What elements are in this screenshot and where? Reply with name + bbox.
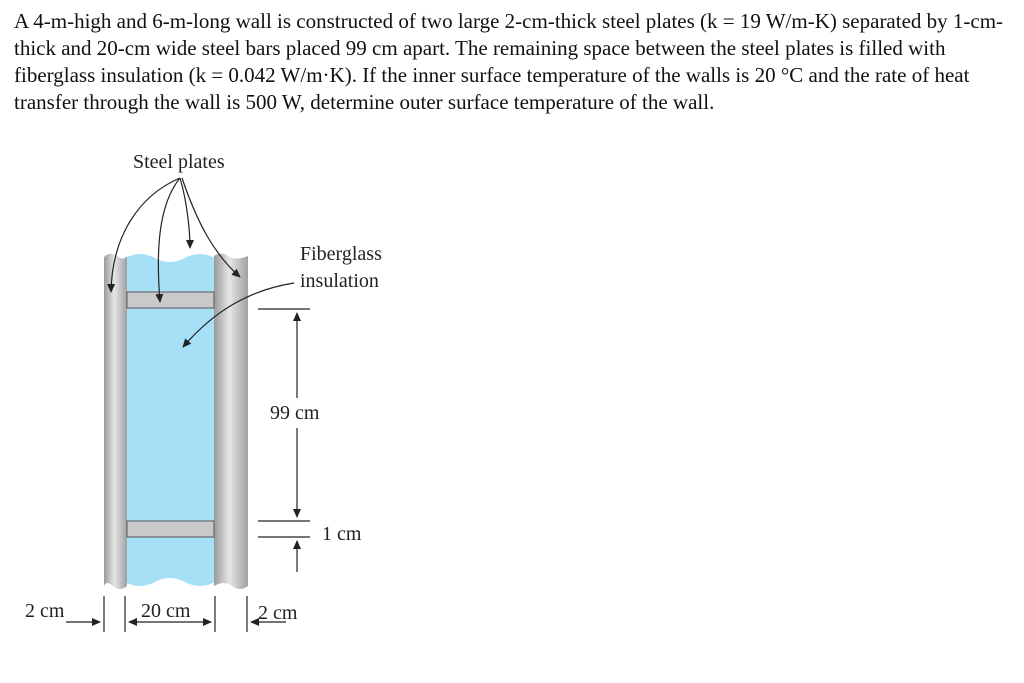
- spacing-dimension: [258, 309, 310, 572]
- fiberglass-label: Fiberglass: [300, 243, 382, 265]
- steel-bar-top: [127, 292, 214, 308]
- spacing-label: 99 cm: [270, 402, 320, 424]
- problem-statement: A 4-m-high and 6-m-long wall is constructed of two large 2-cm-thick steel plates (k = 19 W/m-K) separated by 1-cm-thick and 20-cm wide steel bars placed 99 cm apart. The remaining space between the steel plates is filled with fiberglass insulation (k = 0.042 W/m·K). If the inner surface temperature of the walls is 20 °C and the rate of heat transfer through the wall is 500 W, determine outer surface temperature of the wall.: [14, 9, 1004, 114]
- right-steel-plate: [214, 254, 248, 590]
- bar-thickness-label: 1 cm: [322, 523, 362, 545]
- insulation-width-label: 20 cm: [141, 600, 191, 622]
- insulation-label: insulation: [300, 270, 379, 292]
- left-steel-plate: [104, 254, 127, 589]
- steel-bar-bottom: [127, 521, 214, 537]
- steel-plates-label: Steel plates: [133, 151, 225, 173]
- left-plate-thickness-label: 2 cm: [25, 600, 65, 622]
- right-plate-thickness-label: 2 cm: [258, 602, 298, 624]
